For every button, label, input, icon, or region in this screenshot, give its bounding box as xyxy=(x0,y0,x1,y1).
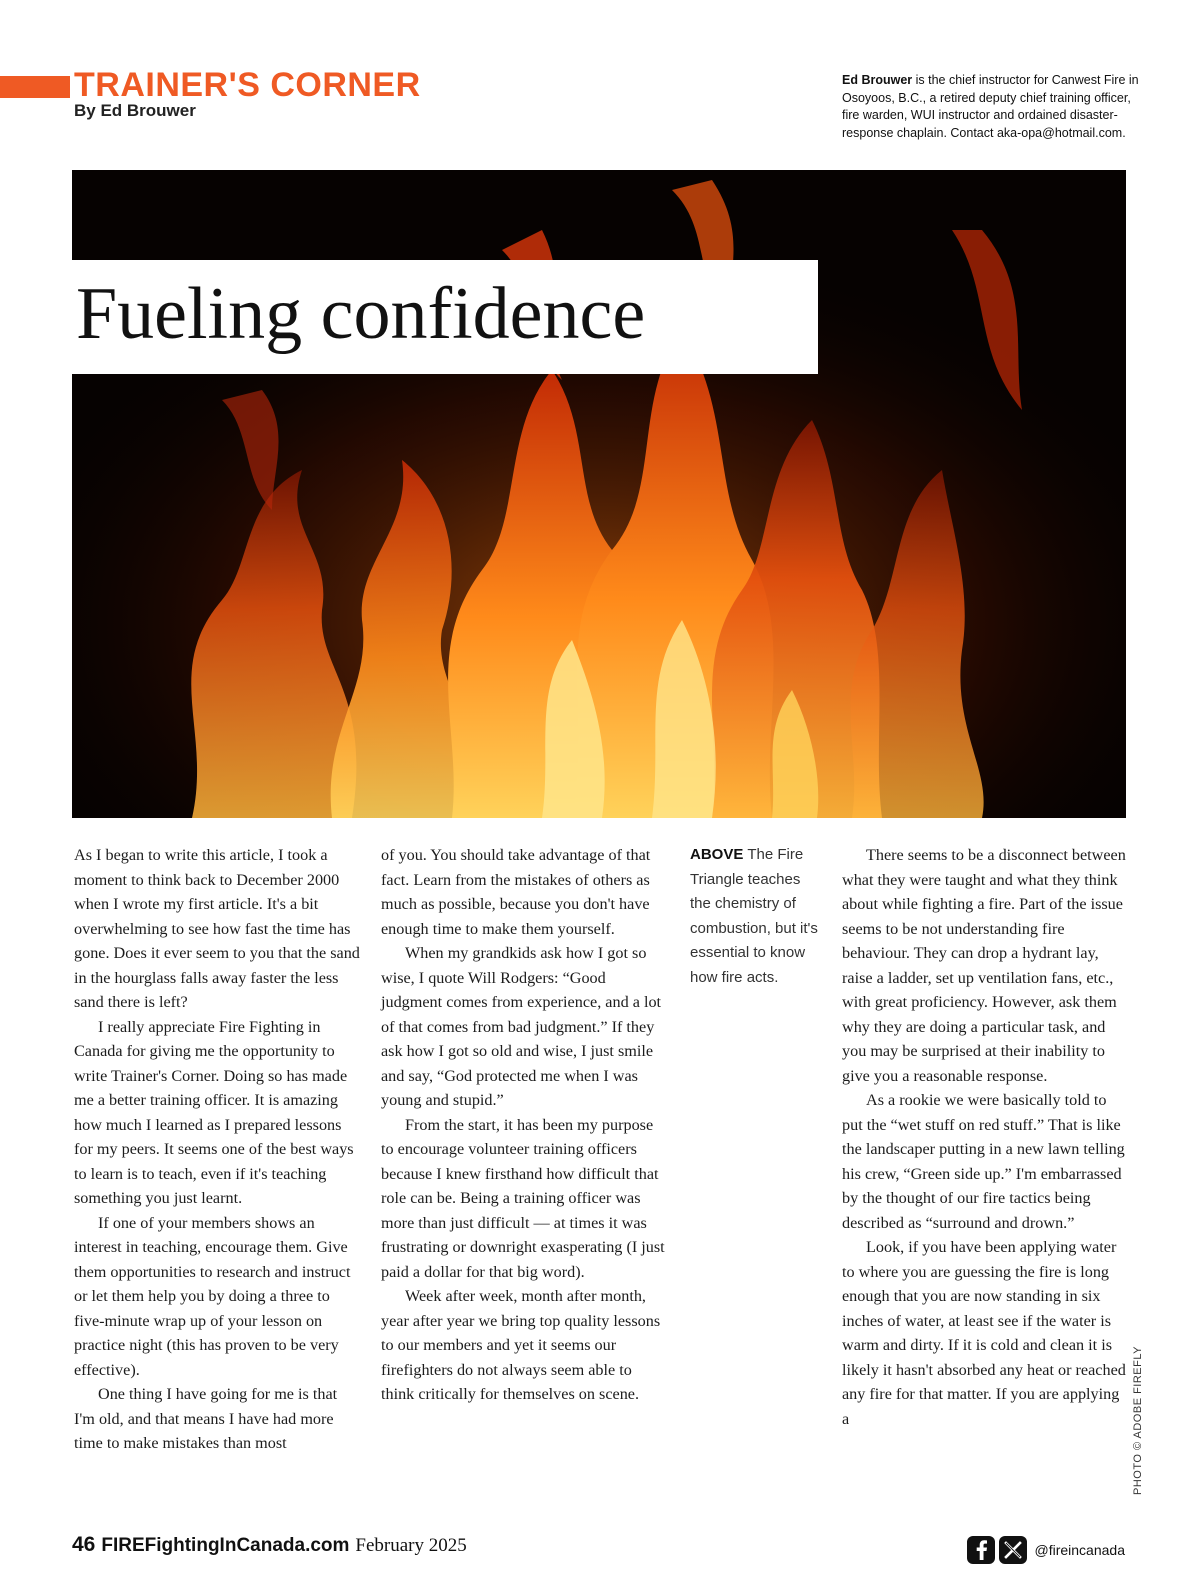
paragraph: of you. You should take advantage of that fact. Learn from the mistakes of others as much as possible, because you don't have enough time to make them yourself. xyxy=(381,846,651,938)
site-link[interactable]: FIREFightingInCanada.com xyxy=(101,1535,350,1556)
section-accent-bar xyxy=(0,76,70,98)
paragraph: From the start, it has been my purpose to encourage volunteer training officers because I knew firsthand how difficult that role can be. Being a training officer was more than just difficult — at times it was frustrating or downright exasperating (I just paid a dollar for that big word). xyxy=(381,1115,665,1281)
byline: By Ed Brouwer xyxy=(74,101,196,120)
article-column-3 xyxy=(842,843,1128,1431)
paragraph: If one of your members shows an interest in teaching, encourage them. Give them opportunities to research and instruct or let them help you by doing a three to five-minute wrap up of your lesson on practice night (this has proven to be very effective). xyxy=(74,1213,351,1379)
caption-text: The Fire Triangle teaches the chemistry of combustion, but it's essential to know how fire acts. xyxy=(690,846,818,986)
paragraph: I really appreciate Fire Fighting in Canada for giving me the opportunity to write Trainer's Corner. Doing so has made me a better training officer. It is amazing how much I learned as I prepared lessons for my peers. It seems one of the best ways to learn is to teach, even if it's teaching something you just learnt. xyxy=(74,1017,354,1207)
paragraph: As I began to write this article, I took a moment to think back to December 2000 when I wrote my first article. It's a bit overwhelming to see how fast the time has gone. Does it ever seem to you that the sand in the hourglass falls away faster the less sand there is left? xyxy=(74,846,360,1011)
paragraph: Look, if you have been applying water to where you are guessing the fire is long enough that you are now standing in six inches of water, at least see if the water is warm and dirty. If it is cold and clean it is likely it hasn't absorbed any heat or reached any fire for that matter. If you are applying a xyxy=(842,1238,1126,1428)
article-column-1 xyxy=(74,843,360,1456)
facebook-icon[interactable] xyxy=(967,1536,995,1564)
photo-caption xyxy=(690,843,820,990)
paragraph: Week after week, month after month, year after year we bring top quality lessons to our members and yet it seems our firefighters do not always seem able to think critically for themselves on scene. xyxy=(381,1287,661,1403)
section-title: TRAINER'S CORNER xyxy=(74,66,421,104)
page-number: 46 xyxy=(72,1533,96,1556)
social-links xyxy=(967,1535,1126,1565)
paragraph: One thing I have going for me is that I'm old, and that means I have had more time to make mistakes than most xyxy=(74,1385,338,1452)
article-column-2 xyxy=(381,843,667,1407)
x-icon[interactable] xyxy=(999,1536,1027,1564)
issue-date: February 2025 xyxy=(355,1535,467,1556)
footer-folio xyxy=(72,1533,467,1557)
paragraph: As a rookie we were basically told to put the “wet stuff on red stuff.” That is like the landscaper putting in a new lawn telling his crew, “Green side up.” I'm embarrassed by the thought of our fire tactics being described as “surround and drown.” xyxy=(842,1091,1125,1232)
photo-credit: PHOTO © ADOBE FIREFLY xyxy=(1132,1345,1144,1495)
author-bio xyxy=(842,72,1142,142)
paragraph: When my grandkids ask how I got so wise, I quote Will Rodgers: “Good judgment comes from experience, and a lot of that comes from bad judgment.” If they ask how I got so old and wise, I just smile and say, “God protected me when I was young and stupid.” xyxy=(381,944,662,1109)
caption-label: ABOVE xyxy=(690,846,744,863)
social-handle[interactable]: @fireincanada xyxy=(1034,1542,1125,1558)
article-headline: Fueling confidence xyxy=(76,273,646,355)
paragraph: There seems to be a disconnect between what they were taught and what they think about while fighting a fire. Part of the issue seems to be not understanding fire behaviour. They can drop a hydrant lay, raise a ladder, set up ventilation fans, etc., with great proficiency. However, ask them why they are doing a particular task, and you may be surprised at their inability to give you a reasonable response. xyxy=(842,846,1126,1085)
author-bio-name: Ed Brouwer xyxy=(842,73,913,87)
author-bio-text: is the chief instructor for Canwest Fire in Osoyoos, B.C., a retired deputy chief training officer, fire warden, WUI instructor and ordained disaster-response chaplain. Contact aka-opa@hotmail.com. xyxy=(842,73,1139,140)
